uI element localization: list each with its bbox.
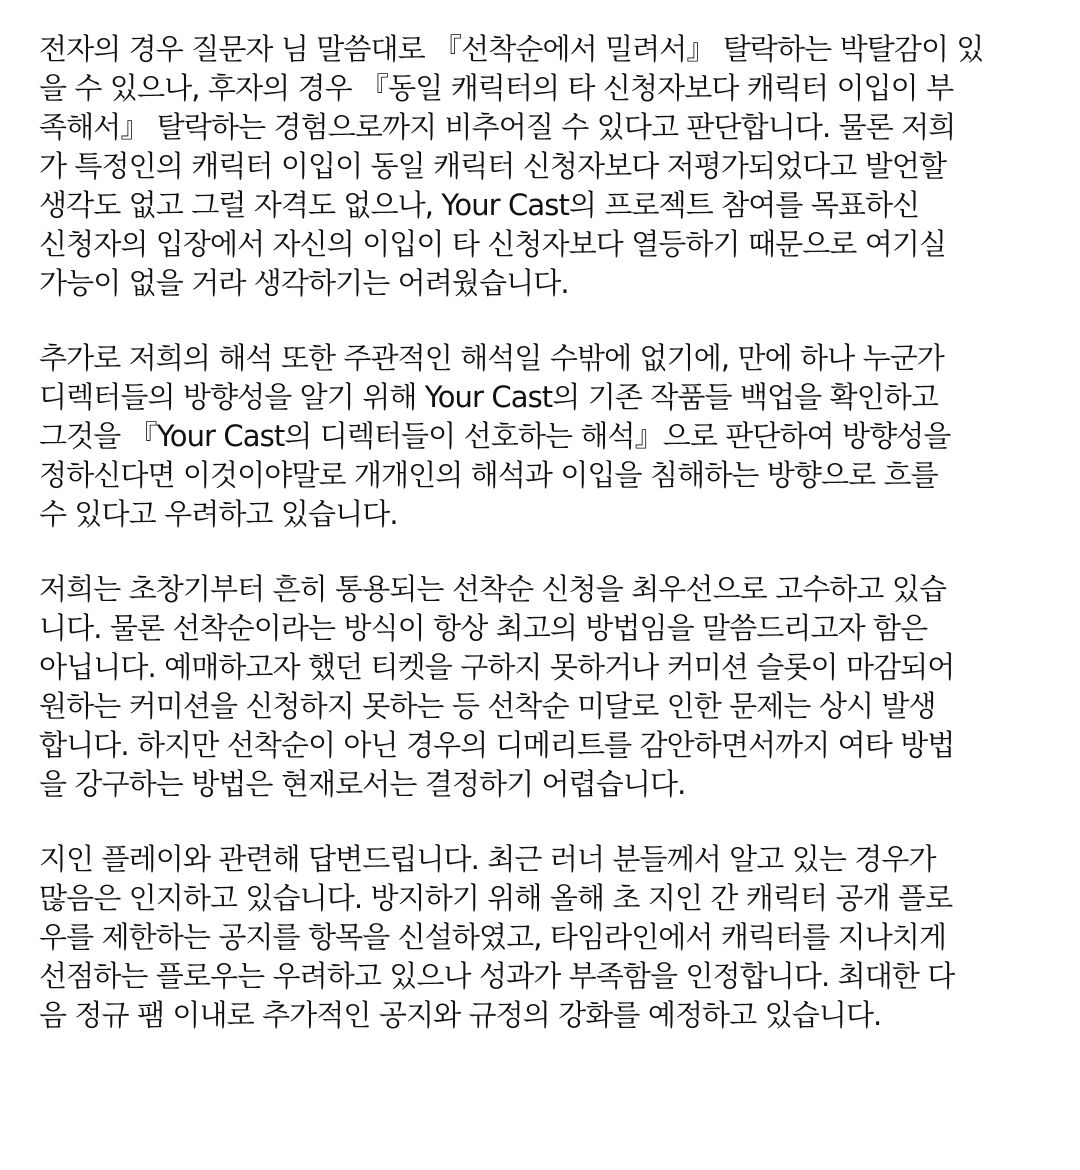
text-line: 저희는 초창기부터 흔히 통용되는 선착순 신청을 최우선으로 고수하고 있습: [39, 572, 947, 606]
text-line: 디렉터들의 방향성을 알기 위해 Your Cast의 기존 작품들 백업을 확인하고: [39, 380, 939, 414]
text-line: 니다. 물론 선착순이라는 방식이 항상 최고의 방법임을 말씀드리고자 함은: [39, 611, 928, 645]
text-line: 그것을 『Your Cast의 디렉터들이 선호하는 해석』으로 판단하여 방향성을: [39, 419, 951, 453]
text-line: 족해서』 탈락하는 경험으로까지 비추어질 수 있다고 판단합니다. 물론 저희: [39, 110, 956, 144]
text-line: 합니다. 하지만 선착순이 아닌 경우의 디메리트를 감안하면서까지 여타 방법: [39, 728, 955, 762]
text-line: 정하신다면 이것이야말로 개개인의 해석과 이입을 침해하는 방향으로 흐를: [39, 458, 938, 492]
text-line: 많음은 인지하고 있습니다. 방지하기 위해 올해 초 지인 간 캐릭터 공개 플로: [39, 881, 953, 915]
text-line: 가 특정인의 캐릭터 이입이 동일 캐릭터 신청자보다 저평가되었다고 발언할: [39, 149, 947, 183]
text-line: 생각도 없고 그럴 자격도 없으나, Your Cast의 프로젝트 참여를 목표하신: [39, 188, 920, 222]
paragraph-4: [39, 840, 1049, 1035]
paragraph-1: [39, 30, 1049, 303]
text-line: 신청자의 입장에서 자신의 이입이 타 신청자보다 열등하기 때문으로 여기실: [39, 227, 947, 261]
paragraph-2: [39, 339, 1049, 534]
text-line: 수 있다고 우려하고 있습니다.: [39, 497, 398, 531]
text-line: 전자의 경우 질문자 님 말씀대로 『선착순에서 밀려서』 탈락하는 박탈감이 있: [39, 32, 984, 66]
text-line: 음 정규 팸 이내로 추가적인 공지와 규정의 강화를 예정하고 있습니다.: [39, 998, 882, 1032]
text-line: 을 수 있으나, 후자의 경우 『동일 캐릭터의 타 신청자보다 캐릭터 이입이 부: [39, 71, 954, 105]
text-line: 원하는 커미션을 신청하지 못하는 등 선착순 미달로 인한 문제는 상시 발생: [39, 689, 936, 723]
text-line: 우를 제한하는 공지를 항목을 신설하였고, 타임라인에서 캐릭터를 지나치게: [39, 920, 947, 954]
text-line: 아닙니다. 예매하고자 했던 티켓을 구하지 못하거나 커미션 슬롯이 마감되어: [39, 650, 955, 684]
text-line: 지인 플레이와 관련해 답변드립니다. 최근 러너 분들께서 알고 있는 경우가: [39, 842, 936, 876]
text-line: 을 강구하는 방법은 현재로서는 결정하기 어렵습니다.: [39, 767, 686, 801]
text-line: 가능이 없을 거라 생각하기는 어려웠습니다.: [39, 266, 569, 300]
text-line: 추가로 저희의 해석 또한 주관적인 해석일 수밖에 없기에, 만에 하나 누군가: [39, 341, 944, 375]
text-line: 선점하는 플로우는 우려하고 있으나 성과가 부족함을 인정합니다. 최대한 다: [39, 959, 955, 993]
paragraph-3: [39, 570, 1049, 804]
document-body: [39, 30, 1049, 1035]
